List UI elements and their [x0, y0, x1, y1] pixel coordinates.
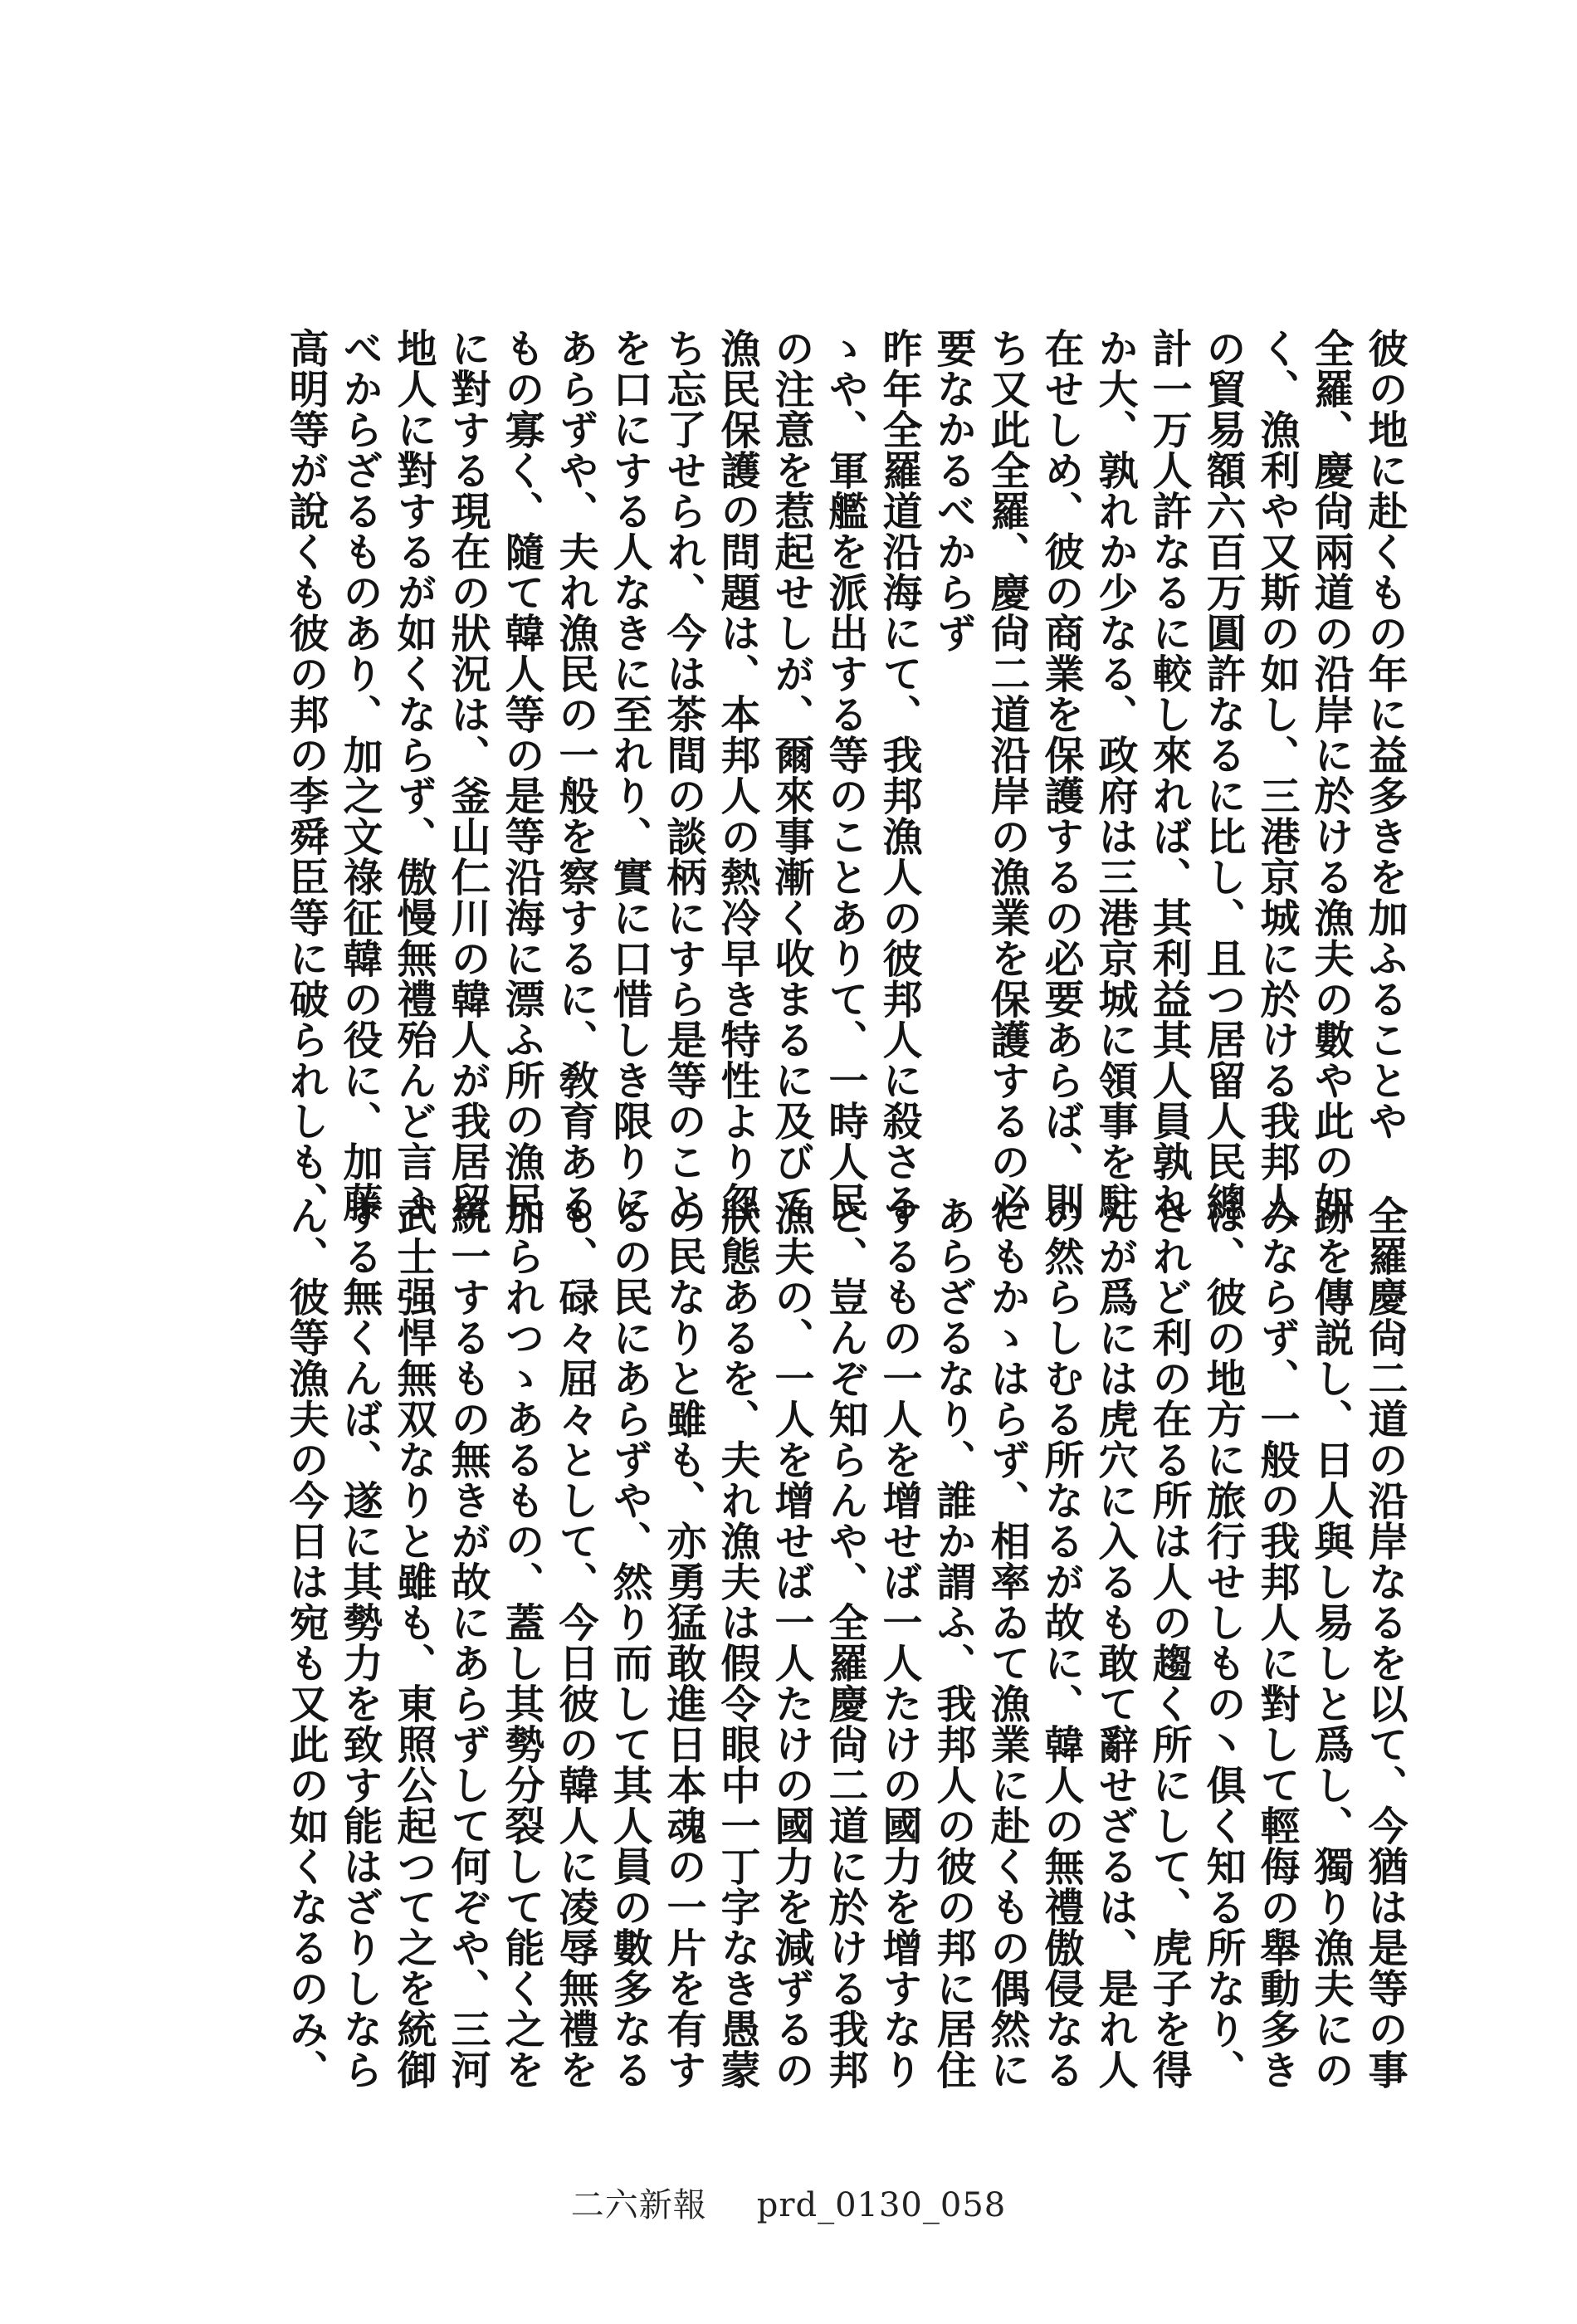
page-code: prd_0130_058 [756, 2186, 1007, 2224]
text-column: 漁夫の、一人を增せば一人たけの國力を減ずるの [768, 1195, 814, 2090]
text-column: ん、彼等漁夫の今日は宛も又此の如くなるのみ、 [282, 1195, 329, 2090]
text-column: にもかゝはらず、相率ゐて漁業に赴くもの偶然に [984, 1195, 1030, 2090]
text-column: んが爲には虎穴に入るも敢て辭せざるは、是れ人 [1091, 1195, 1138, 2090]
page-footer [0, 2179, 1577, 2226]
text-column: されど利の在る所は人の趨く所にして、虎子を得 [1145, 1195, 1192, 2090]
text-column: と、豈んぞ知らんや、全羅慶尙二道に於ける我邦 [822, 1195, 868, 2090]
text-column: ち又此全羅、慶尙二道沿岸の漁業を保護するの必 [984, 328, 1030, 1223]
text-column: 漁民保護の問題は、本邦人の熱冷早き特性より忽 [714, 328, 760, 1223]
text-column: 在せしめ、彼の商業を保護するの必要あらば、則 [1038, 328, 1084, 1223]
text-column: みならず、一般の我邦人に對して輕侮の舉動多き [1253, 1195, 1300, 2090]
text-column: の貿易額六百万圓許なるに比し、且つ居留人民總 [1199, 328, 1246, 1223]
text-column: あらずや、夫れ漁民の一般を察するに、敎育ある [552, 328, 598, 1223]
text-column: の民なりと雖も、亦勇猛敢進日本魂の一片を有す [660, 1195, 706, 2090]
text-column: は、彼の地方に旅行せしもの丶俱く知る所なり、 [1199, 1195, 1246, 2090]
text-column: 高明等が說くも彼の邦の李舜臣等に破られしも、 [282, 328, 329, 1223]
newspaper-title: 二六新報 [570, 2186, 707, 2224]
text-column: 昨年全羅道沿海にて、我邦漁人の彼邦人に殺さる [876, 328, 922, 1223]
text-column: 狀態あるを、夫れ漁夫は假令眼中一丁字なき愚蒙 [714, 1195, 760, 2090]
text-column: く、漁利や又斯の如し、三港京城に於ける我邦人 [1253, 328, 1300, 1223]
text-column: の注意を惹起せしが、爾來事漸く收まるに及びて [768, 328, 814, 1223]
text-column: 跡を傳説し、日人與し易しと爲し、獨り漁夫にの [1307, 1195, 1354, 2090]
text-column: か大、孰れか少なる、政府は三港京城に領事を駐 [1091, 328, 1138, 1223]
text-column: 武士强悍無双なりと雖も、東照公起つて之を統御 [390, 1195, 437, 2090]
text-column: 彼の地に赴くもの年に益多きを加ふることや [1361, 328, 1408, 1141]
text-column: 計一万人許なるに較し來れば、其利益其人員孰れ [1145, 328, 1192, 1223]
text-column: あらざるなり、誰か謂ふ、我邦人の彼の邦に居住 [930, 1195, 976, 2090]
upper-text-block [278, 328, 1411, 1223]
text-column: を口にする人なきに至れり、實に口惜しき限りに [606, 328, 652, 1223]
text-column: する無くんば、遂に其勢力を致す能はざりしなら [336, 1195, 383, 2090]
text-column: 全羅慶尙二道の沿岸なるを以て、今猶は是等の事 [1361, 1195, 1408, 2090]
text-column: べからざるものあり、加之文祿征韓の役に、加藤 [336, 328, 383, 1223]
text-column: するもの一人を增せば一人たけの國力を增すなり [876, 1195, 922, 2090]
text-column: 全羅、慶尙兩道の沿岸に於ける漁夫の數や此の如 [1307, 328, 1354, 1223]
lower-text-block [278, 1195, 1411, 2090]
text-column: 地人に對するが如くならず、傲慢無禮殆んど言ふ [390, 328, 437, 1223]
text-column: 要なかるべからず [930, 328, 976, 653]
text-column: るの民にあらずや、然り而して其人員の數多なる [606, 1195, 652, 2090]
text-column: 統一するもの無きが故にあらずして何ぞや、三河 [444, 1195, 491, 2090]
text-column: ち忘了せられ、今は茶間の談柄にすら是等のこと [660, 328, 706, 1223]
text-column: に對する現在の狀況は、釜山仁川の韓人が我居留 [444, 328, 491, 1223]
text-column: 加られつゝあるもの、蓋し其勢分裂して能く之を [498, 1195, 544, 2090]
text-column: も、碌々屈々として、今日彼の韓人に凌辱無禮を [552, 1195, 598, 2090]
text-column: ゝや、軍艦を派出する等のことありて、一時人民 [822, 328, 868, 1223]
text-column: の然らしむる所なるが故に、韓人の無禮傲侵なる [1038, 1195, 1084, 2090]
text-column: もの寡く、隨て韓人等の是等沿海に漂ふ所の漁民 [498, 328, 544, 1223]
